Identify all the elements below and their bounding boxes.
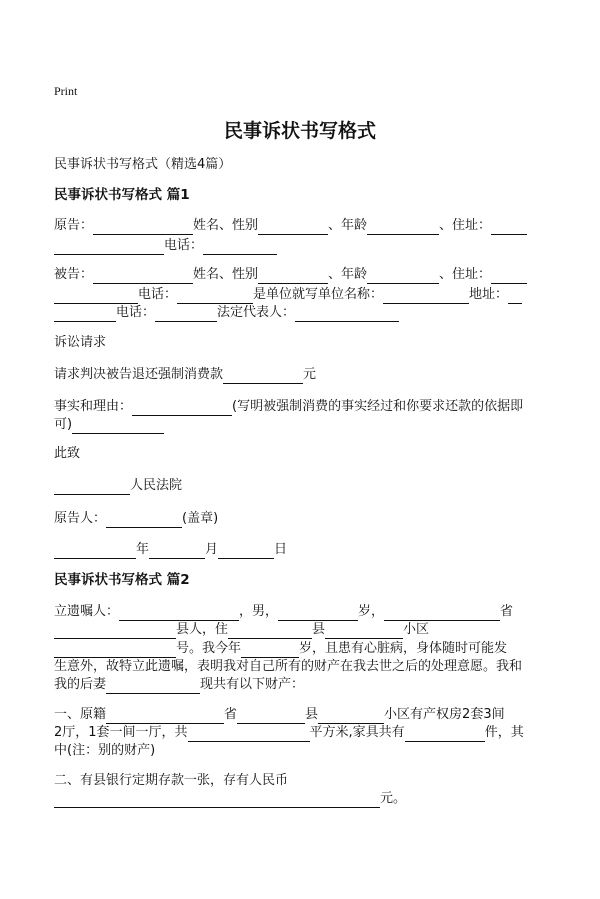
- blank: [106, 513, 182, 528]
- unit-name-label: 是单位就写单位名称：: [253, 287, 384, 302]
- blank: [54, 480, 130, 495]
- blank: [508, 289, 522, 304]
- facts-note: (写明被强制消费的事实经过和你要求还款的依据即: [232, 399, 524, 414]
- blank: [318, 709, 384, 724]
- claim-line: [54, 366, 316, 384]
- community-label: 小区: [403, 622, 430, 637]
- blank: [54, 793, 380, 808]
- blank: [132, 401, 232, 416]
- defendant-line-3: [54, 304, 399, 322]
- blank: [223, 369, 303, 384]
- age-label: 、年龄: [328, 267, 368, 282]
- testator-label: 立遗嘱人：: [54, 604, 120, 619]
- item1-prefix: 一、原籍: [54, 707, 107, 722]
- blank: [258, 220, 328, 235]
- will-line-3: [54, 640, 507, 658]
- item1-province: 省: [224, 707, 238, 722]
- claim-heading: 诉讼请求: [54, 335, 107, 350]
- document-title: 民事诉状书写格式: [223, 120, 376, 142]
- court-line: [54, 477, 182, 495]
- defendant-line-2: [54, 286, 522, 304]
- legal-rep-label: 法定代表人：: [217, 305, 296, 320]
- age-unit-label: 岁，: [358, 604, 385, 619]
- phone-label: 电话：: [164, 238, 204, 253]
- defendant-label: 被告：: [54, 267, 94, 282]
- blank: [149, 544, 205, 559]
- facts-line: [54, 398, 523, 416]
- blank: [155, 307, 217, 322]
- item1-line-3: 中(注：别的财产): [54, 743, 156, 758]
- blank: [93, 220, 193, 235]
- will-line-1: [54, 603, 513, 621]
- blank: [278, 606, 358, 621]
- blank: [384, 606, 500, 621]
- item1-area: 平方米,家具共有: [309, 725, 405, 740]
- illness-text: 岁，且患有心脏病，身体随时可能发: [299, 641, 508, 656]
- item2-unit: 元。: [380, 791, 407, 806]
- blank: [106, 679, 200, 694]
- blank: [54, 643, 176, 658]
- item1-county: 县: [305, 707, 319, 722]
- section2-heading: 民事诉状书写格式 篇2: [54, 572, 190, 588]
- month-label: 月: [205, 542, 219, 557]
- blank: [188, 727, 310, 742]
- blank: [218, 544, 274, 559]
- facts-note-2: 可): [54, 417, 73, 432]
- name-gender-label: 姓名、性别: [193, 267, 259, 282]
- blank: [72, 419, 164, 434]
- name-gender-label: 姓名、性别: [193, 218, 259, 233]
- defendant-line: [54, 266, 527, 284]
- item2-line-1: 二、有县银行定期存款一张，存有人民币: [54, 773, 289, 788]
- blank: [258, 269, 328, 284]
- phone-label: 电话：: [116, 305, 156, 320]
- item2-line-2: [54, 790, 406, 808]
- item1-count: 件，其: [484, 725, 524, 740]
- blank: [295, 307, 399, 322]
- blank: [367, 220, 439, 235]
- blank: [491, 269, 527, 284]
- number-label: 号。我今年: [176, 641, 242, 656]
- address-label: 、住址：: [439, 218, 492, 233]
- address-label: 、住址：: [439, 267, 492, 282]
- blank: [177, 289, 253, 304]
- phone-label: 电话：: [138, 287, 178, 302]
- province-label: 省: [500, 604, 514, 619]
- section1-heading: 民事诉状书写格式 篇1: [54, 187, 190, 203]
- wife-prefix: 我的后妻: [54, 677, 107, 692]
- blank: [325, 624, 403, 639]
- male-label: ，男，: [239, 604, 279, 619]
- item1-rooms: 2厅，1套一间一厅，共: [54, 725, 188, 740]
- blank: [383, 289, 469, 304]
- blank: [106, 709, 224, 724]
- blank: [54, 289, 138, 304]
- claim-text: 请求判决被告退还强制消费款: [54, 367, 224, 382]
- salutation: 此致: [54, 446, 81, 461]
- plaintiff-label: 原告：: [54, 218, 94, 233]
- signer-line: [54, 510, 218, 528]
- item1-line-2: [54, 724, 524, 742]
- signer-label: 原告人：: [54, 511, 107, 526]
- blank: [93, 269, 193, 284]
- claim-unit: 元: [303, 367, 317, 382]
- blank: [203, 240, 277, 255]
- age-label: 、年龄: [328, 218, 368, 233]
- facts-line-2: [54, 416, 164, 434]
- day-label: 日: [274, 542, 288, 557]
- subtitle: 民事诉状书写格式（精选4篇）: [54, 157, 232, 172]
- year-label: 年: [136, 542, 150, 557]
- blank: [237, 709, 305, 724]
- county-label: 县: [312, 622, 326, 637]
- item1-line-1: [54, 706, 505, 724]
- plaintiff-line: [54, 217, 527, 235]
- facts-label: 事实和理由：: [54, 399, 133, 414]
- date-line: [54, 541, 287, 559]
- blank: [228, 624, 312, 639]
- blank: [54, 307, 116, 322]
- blank: [491, 220, 527, 235]
- blank: [54, 240, 164, 255]
- location-label: 地址：: [469, 287, 509, 302]
- will-line-4: 生意外，故特立此遗嘱，表明我对自己所有的财产在我去世之后的处理意愿。我和: [54, 659, 523, 674]
- seal-label: (盖章): [182, 511, 219, 526]
- blank: [367, 269, 439, 284]
- print-link[interactable]: Print: [54, 84, 78, 98]
- wife-suffix: 现共有以下财产：: [200, 677, 305, 692]
- county-person-label: 县人，住: [176, 622, 229, 637]
- will-line-2: [54, 621, 429, 639]
- plaintiff-line-2: [54, 237, 277, 255]
- blank: [241, 643, 299, 658]
- blank: [405, 727, 485, 742]
- blank: [54, 624, 176, 639]
- court-label: 人民法院: [130, 478, 183, 493]
- will-line-5: [54, 676, 304, 694]
- blank: [119, 606, 239, 621]
- item1-property: 小区有产权房2套3间: [384, 707, 505, 722]
- blank: [54, 544, 136, 559]
